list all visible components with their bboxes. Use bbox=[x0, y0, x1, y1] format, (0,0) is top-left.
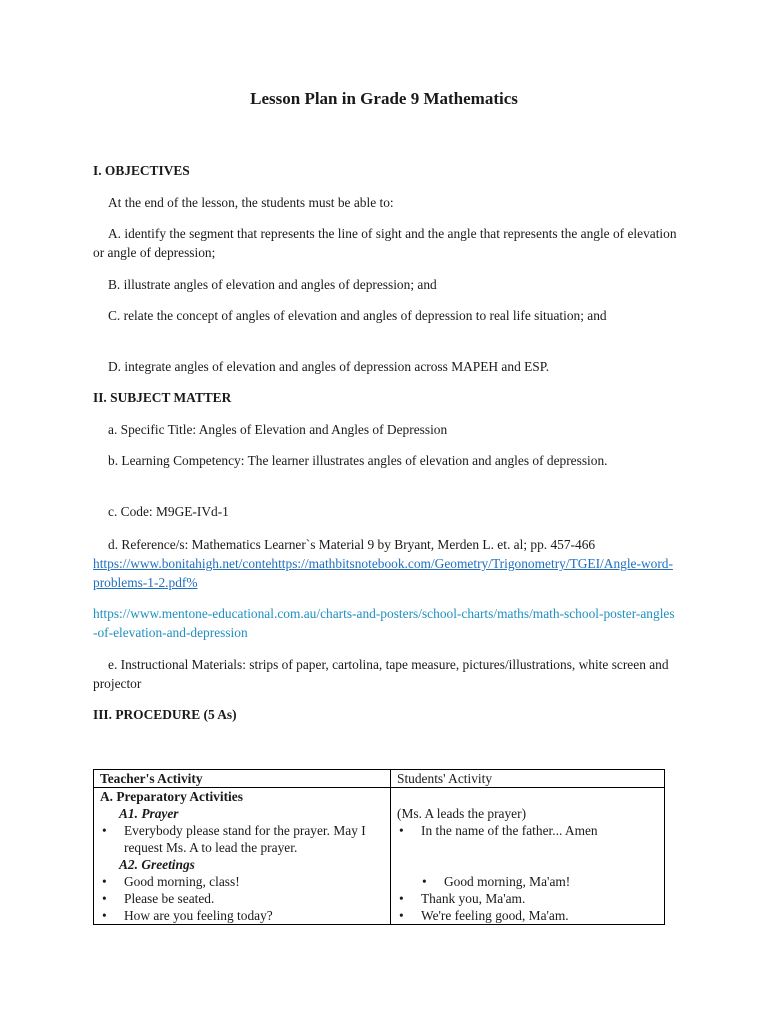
reference-line: d. Reference/s: Mathematics Learner`s Material 9 by Bryant, Merden L. et. al; pp. 457-466 bbox=[108, 537, 596, 552]
procedure-heading: III. PROCEDURE (5 As) bbox=[93, 707, 237, 722]
greetings-subheading: A2. Greetings bbox=[119, 857, 195, 872]
teacher-greetings-list bbox=[100, 873, 390, 924]
document-title: Lesson Plan in Grade 9 Mathematics bbox=[250, 89, 518, 108]
teacher-activity-cell bbox=[94, 788, 391, 925]
blank-line bbox=[397, 856, 664, 873]
objective-item: C. relate the concept of angles of elevation and angles of depression to real life situation; and bbox=[108, 308, 607, 323]
list-item: • Please be seated. bbox=[100, 890, 390, 907]
reference-link-2[interactable]: https://www.mentone-educational.com.au/charts-and-posters/school-charts/maths/math-school-poster-angles-of-elevation-and-depression bbox=[93, 606, 675, 640]
list-item: • How are you feeling today? bbox=[100, 907, 390, 924]
list-item: • In the name of the father... Amen bbox=[397, 822, 664, 839]
objectives-heading: I. OBJECTIVES bbox=[93, 163, 190, 178]
preparatory-activities-label: A. Preparatory Activities bbox=[100, 789, 243, 804]
table-header-row bbox=[94, 770, 665, 788]
students-activity-header: Students' Activity bbox=[391, 770, 665, 788]
blank-line bbox=[397, 788, 664, 805]
teacher-prayer-list bbox=[100, 822, 390, 856]
list-item: • Thank you, Ma'am. bbox=[397, 890, 664, 907]
procedure-table bbox=[93, 769, 665, 925]
code-line: c. Code: M9GE-IVd-1 bbox=[108, 504, 229, 519]
prayer-note: (Ms. A leads the prayer) bbox=[397, 806, 527, 821]
list-item: • Everybody please stand for the prayer. May I request Ms. A to lead the prayer. bbox=[100, 822, 390, 856]
prayer-subheading: A1. Prayer bbox=[119, 806, 179, 821]
students-reply-list bbox=[397, 890, 664, 924]
objective-item: A. identify the segment that represents the line of sight and the angle that represents the angle of elevation or angle of depression; bbox=[93, 226, 677, 260]
teacher-activity-header: Teacher's Activity bbox=[94, 770, 391, 788]
specific-title: a. Specific Title: Angles of Elevation and Angles of Depression bbox=[108, 422, 448, 437]
objective-item: B. illustrate angles of elevation and angles of depression; and bbox=[108, 277, 437, 292]
list-item: • Good morning, Ma'am! bbox=[397, 873, 664, 890]
list-item: • We're feeling good, Ma'am. bbox=[397, 907, 664, 924]
students-greeting-list bbox=[397, 873, 664, 890]
table-row bbox=[94, 788, 665, 925]
objectives-intro: At the end of the lesson, the students must be able to: bbox=[108, 195, 394, 210]
subject-matter-heading: II. SUBJECT MATTER bbox=[93, 390, 232, 405]
objective-item: D. integrate angles of elevation and angles of depression across MAPEH and ESP. bbox=[108, 359, 550, 374]
blank-line bbox=[397, 839, 664, 856]
instructional-materials: e. Instructional Materials: strips of paper, cartolina, tape measure, pictures/illustrations, white screen and projector bbox=[93, 657, 669, 691]
students-activity-cell bbox=[391, 788, 665, 925]
students-prayer-list bbox=[397, 822, 664, 839]
list-item: • Good morning, class! bbox=[100, 873, 390, 890]
reference-link-1[interactable]: https://www.bonitahigh.net/contehttps://mathbitsnotebook.com/Geometry/Trigonometry/TGEI/Angle-word-problems-1-2.pdf% bbox=[93, 556, 673, 590]
learning-competency: b. Learning Competency: The learner illustrates angles of elevation and angles of depression. bbox=[108, 453, 608, 468]
